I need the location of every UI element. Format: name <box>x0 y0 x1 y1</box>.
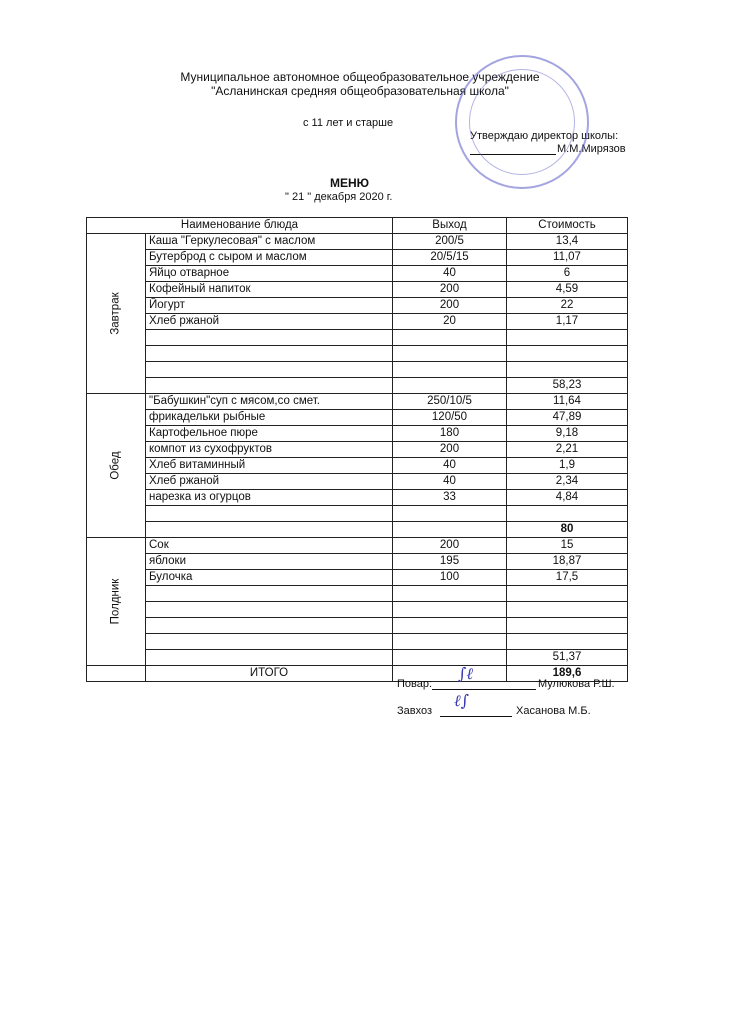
manager-signature: ℓ∫ <box>454 691 469 710</box>
table-row <box>87 298 628 314</box>
menu-table <box>86 217 628 682</box>
meal-label-cell <box>87 538 146 666</box>
dish-name: Булочка <box>146 570 393 586</box>
table-row <box>87 234 628 250</box>
dish-name: Яйцо отварное <box>146 266 393 282</box>
dish-name <box>146 346 393 362</box>
dish-cost <box>507 602 628 618</box>
dish-name <box>146 506 393 522</box>
cook-line <box>432 678 536 690</box>
dish-output <box>393 330 507 346</box>
meal-label-cell <box>87 394 146 538</box>
table-row <box>87 490 628 506</box>
dish-output: 180 <box>393 426 507 442</box>
table-row <box>87 586 628 602</box>
grand-total-label: ИТОГО <box>146 666 393 682</box>
dish-cost: 4,59 <box>507 282 628 298</box>
dish-output <box>393 634 507 650</box>
dish-output: 100 <box>393 570 507 586</box>
age-group: с 11 лет и старше <box>303 117 394 129</box>
table-row <box>87 362 628 378</box>
dish-output: 33 <box>393 490 507 506</box>
meal-label: Обед <box>109 450 122 480</box>
dish-name: Картофельное пюре <box>146 426 393 442</box>
dish-name: Бутерброд с сыром и маслом <box>146 250 393 266</box>
dish-output <box>393 506 507 522</box>
dish-cost: 47,89 <box>507 410 628 426</box>
dish-output: 250/10/5 <box>393 394 507 410</box>
section-total-spacer <box>146 522 393 538</box>
cook-label: Повар: <box>397 678 433 690</box>
dish-cost: 15 <box>507 538 628 554</box>
dish-output <box>393 602 507 618</box>
dish-cost <box>507 634 628 650</box>
dish-cost: 4,84 <box>507 490 628 506</box>
meal-label-cell <box>87 234 146 394</box>
dish-cost: 11,07 <box>507 250 628 266</box>
dish-cost: 22 <box>507 298 628 314</box>
dish-output: 200/5 <box>393 234 507 250</box>
dish-output: 200 <box>393 282 507 298</box>
dish-name: нарезка из огурцов <box>146 490 393 506</box>
dish-cost: 6 <box>507 266 628 282</box>
table-row <box>87 474 628 490</box>
dish-cost: 18,87 <box>507 554 628 570</box>
table-row <box>87 394 628 410</box>
dish-name <box>146 634 393 650</box>
dish-output: 200 <box>393 442 507 458</box>
dish-name <box>146 330 393 346</box>
dish-output: 120/50 <box>393 410 507 426</box>
dish-output: 200 <box>393 538 507 554</box>
section-total-spacer <box>146 650 393 666</box>
dish-name <box>146 586 393 602</box>
cook-name: Мулюкова Р.Ш. <box>538 678 615 690</box>
table-row <box>87 266 628 282</box>
column-header-name: Наименование блюда <box>87 218 393 234</box>
table-row <box>87 506 628 522</box>
table-row <box>87 538 628 554</box>
dish-cost: 1,17 <box>507 314 628 330</box>
dish-name: "Бабушкин"суп с мясом,со смет. <box>146 394 393 410</box>
approve-label: Утверждаю директор школы: <box>470 130 619 142</box>
dish-name: Сок <box>146 538 393 554</box>
dish-cost <box>507 330 628 346</box>
table-header-row <box>87 218 628 234</box>
menu-title: МЕНЮ <box>330 176 370 190</box>
dish-output: 200 <box>393 298 507 314</box>
manager-line <box>440 705 512 717</box>
meal-label: Полдник <box>109 578 122 624</box>
manager-name: Хасанова М.Б. <box>516 705 591 717</box>
menu-date: " 21 " декабря 2020 г. <box>285 191 393 203</box>
dish-cost: 1,9 <box>507 458 628 474</box>
dish-output: 195 <box>393 554 507 570</box>
table-row <box>87 618 628 634</box>
dish-name: Хлеб ржаной <box>146 474 393 490</box>
dish-cost: 11,64 <box>507 394 628 410</box>
dish-name: яблоки <box>146 554 393 570</box>
dish-cost <box>507 346 628 362</box>
table-row <box>87 426 628 442</box>
table-row <box>87 282 628 298</box>
dish-output: 40 <box>393 266 507 282</box>
dish-name <box>146 362 393 378</box>
table-row <box>87 602 628 618</box>
dish-output <box>393 362 507 378</box>
table-row <box>87 346 628 362</box>
dish-cost: 2,34 <box>507 474 628 490</box>
director-name: М.М.Мирязов <box>557 143 626 155</box>
section-total-spacer <box>393 378 507 394</box>
column-header-output: Выход <box>393 218 507 234</box>
dish-cost: 17,5 <box>507 570 628 586</box>
section-total-row <box>87 650 628 666</box>
table-row <box>87 410 628 426</box>
dish-cost: 9,18 <box>507 426 628 442</box>
section-total-spacer <box>393 650 507 666</box>
section-total-spacer <box>146 378 393 394</box>
dish-name: компот из сухофруктов <box>146 442 393 458</box>
meal-label: Завтрак <box>109 291 122 335</box>
table-row <box>87 250 628 266</box>
dish-output <box>393 586 507 602</box>
dish-name <box>146 618 393 634</box>
cook-signature: ∫ℓ <box>458 664 473 683</box>
dish-name: Хлеб витаминный <box>146 458 393 474</box>
dish-name <box>146 602 393 618</box>
table-row <box>87 442 628 458</box>
dish-output <box>393 346 507 362</box>
dish-name: Каша "Геркулесовая" с маслом <box>146 234 393 250</box>
dish-output: 40 <box>393 474 507 490</box>
section-total-row <box>87 378 628 394</box>
grand-total-value: 189,6 <box>507 666 628 682</box>
dish-output: 20 <box>393 314 507 330</box>
section-total: 80 <box>507 522 628 538</box>
dish-output <box>393 618 507 634</box>
dish-name: Йогурт <box>146 298 393 314</box>
org-line-2: "Асланинская средняя общеобразовательная школа" <box>211 84 509 98</box>
school-stamp <box>455 55 589 189</box>
dish-name: Хлеб ржаной <box>146 314 393 330</box>
dish-output: 20/5/15 <box>393 250 507 266</box>
dish-output: 40 <box>393 458 507 474</box>
section-total: 58,23 <box>507 378 628 394</box>
manager-label: Завхоз <box>397 705 433 717</box>
grand-total-spacer <box>87 666 146 682</box>
dish-cost <box>507 362 628 378</box>
table-row <box>87 458 628 474</box>
table-row <box>87 570 628 586</box>
table-row <box>87 330 628 346</box>
dish-cost <box>507 506 628 522</box>
dish-cost: 13,4 <box>507 234 628 250</box>
dish-name: фрикадельки рыбные <box>146 410 393 426</box>
table-row <box>87 554 628 570</box>
dish-cost <box>507 586 628 602</box>
org-line-1: Муниципальное автономное общеобразовательное учреждение <box>180 70 540 84</box>
dish-cost <box>507 618 628 634</box>
section-total-row <box>87 522 628 538</box>
table-row <box>87 634 628 650</box>
section-total-spacer <box>393 522 507 538</box>
dish-name: Кофейный напиток <box>146 282 393 298</box>
table-row <box>87 314 628 330</box>
column-header-cost: Стоимость <box>507 218 628 234</box>
section-total: 51,37 <box>507 650 628 666</box>
dish-cost: 2,21 <box>507 442 628 458</box>
